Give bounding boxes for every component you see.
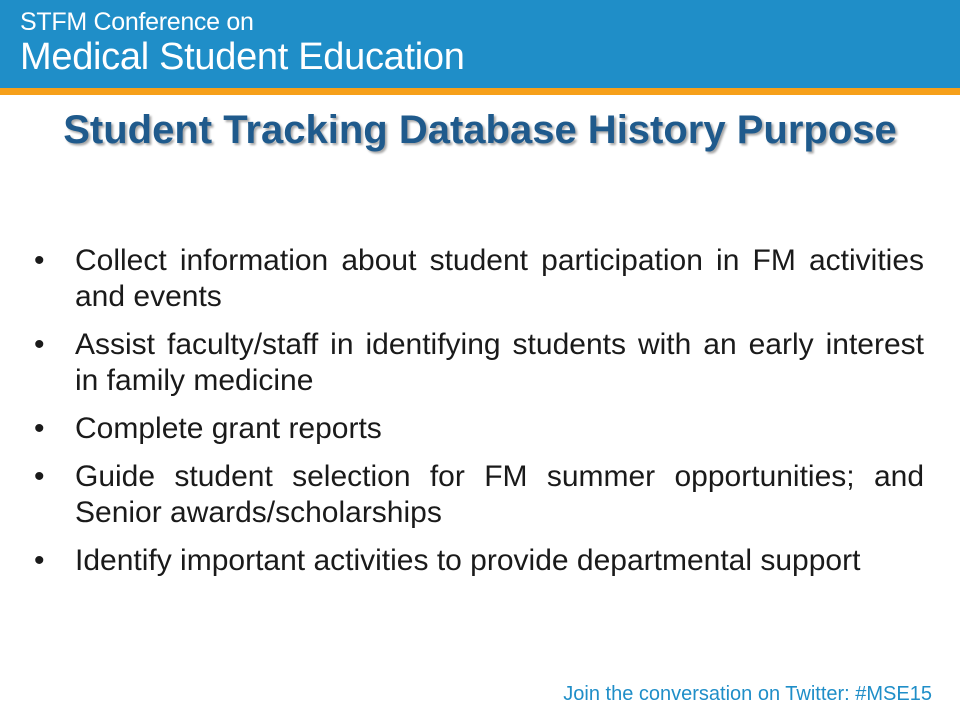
conference-name-line1: STFM Conference on bbox=[20, 8, 254, 36]
bullet-item bbox=[34, 327, 924, 399]
bullet-marker: • bbox=[34, 412, 45, 445]
orange-accent-bar bbox=[0, 88, 960, 95]
bullet-text: Identify important activities to provide departmental support bbox=[75, 544, 861, 577]
bullet-list bbox=[34, 243, 924, 591]
bullet-marker: • bbox=[34, 460, 45, 493]
bullet-item bbox=[34, 543, 924, 579]
bullet-text: Guide student selection for FM summer opportunities; and Senior awards/scholarships bbox=[75, 460, 924, 529]
bullet-text: Complete grant reports bbox=[75, 412, 382, 445]
twitter-hashtag-footer: Join the conversation on Twitter: #MSE15 bbox=[563, 683, 932, 705]
bullet-text: Assist faculty/staff in identifying students with an early interest in family medicine bbox=[75, 328, 924, 397]
bullet-item bbox=[34, 243, 924, 315]
bullet-text: Collect information about student participation in FM activities and events bbox=[75, 244, 924, 313]
conference-name-line2: Medical Student Education bbox=[20, 36, 465, 78]
bullet-item bbox=[34, 459, 924, 531]
conference-header-banner bbox=[0, 0, 960, 88]
bullet-marker: • bbox=[34, 244, 45, 277]
slide-title: Student Tracking Database History Purpose bbox=[63, 108, 897, 152]
bullet-marker: • bbox=[34, 328, 45, 361]
bullet-item bbox=[34, 411, 924, 447]
bullet-marker: • bbox=[34, 544, 45, 577]
